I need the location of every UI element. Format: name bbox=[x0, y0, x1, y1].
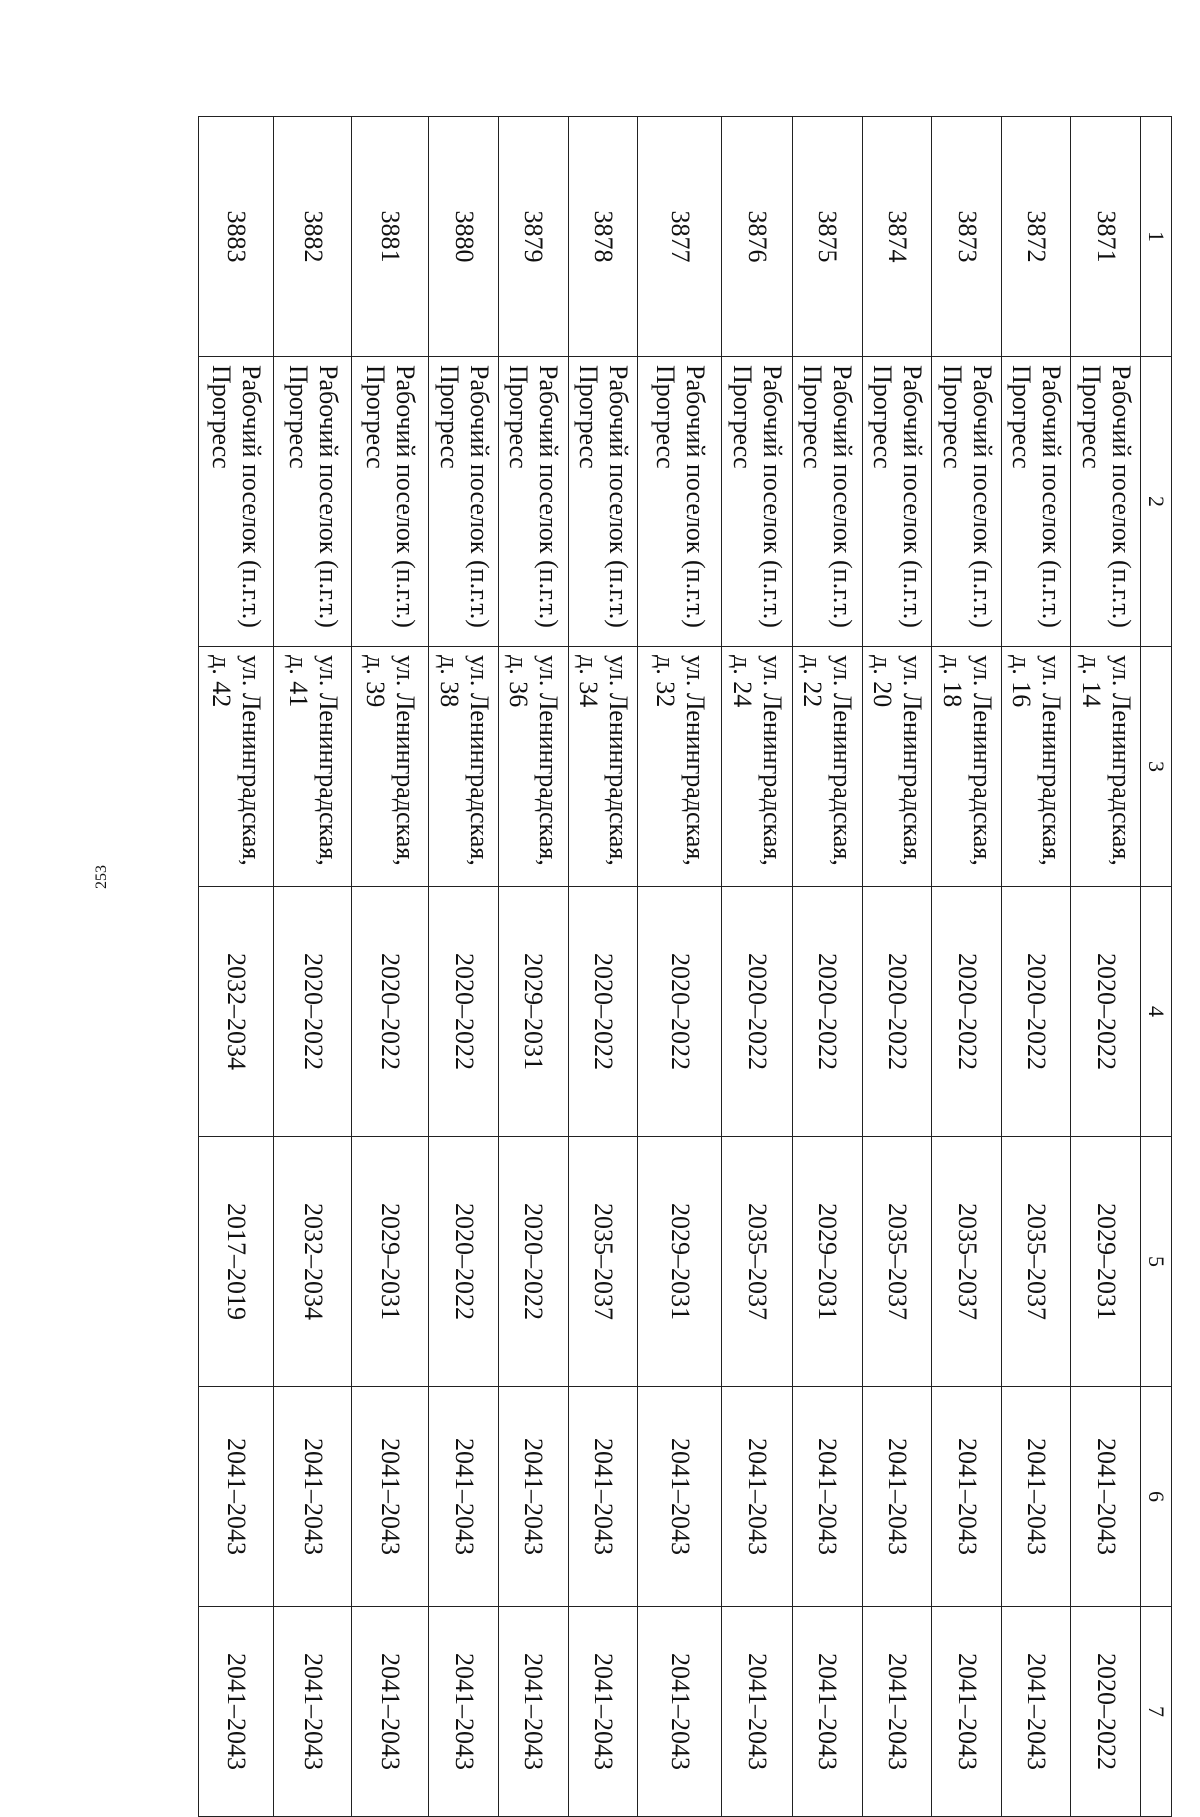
table-row bbox=[1071, 117, 1141, 1817]
address-cell: ул. Ленинградская, д. 22 bbox=[793, 647, 863, 887]
page-number: 253 bbox=[93, 865, 110, 889]
row-number: 3883 bbox=[199, 117, 274, 357]
row-number: 3881 bbox=[351, 117, 429, 357]
period-col7-cell: 2041–2043 bbox=[274, 1607, 352, 1817]
period-col5-cell: 2035–2037 bbox=[862, 1137, 932, 1387]
period-col4-cell: 2020–2022 bbox=[274, 887, 352, 1137]
row-number: 3877 bbox=[638, 117, 722, 357]
period-col4-cell: 2020–2022 bbox=[351, 887, 429, 1137]
settlement-cell: Рабочий поселок (п.г.т.) Прогресс bbox=[199, 357, 274, 647]
address-cell: ул. Ленинградская, д. 18 bbox=[932, 647, 1002, 887]
address-cell: ул. Ленинградская, д. 14 bbox=[1071, 647, 1141, 887]
address-cell: ул. Ленинградская, д. 42 bbox=[199, 647, 274, 887]
settlement-cell: Рабочий поселок (п.г.т.) Прогресс bbox=[638, 357, 722, 647]
period-col7-cell: 2041–2043 bbox=[932, 1607, 1002, 1817]
column-header-7: 7 bbox=[1141, 1607, 1172, 1817]
period-col7-cell: 2041–2043 bbox=[351, 1607, 429, 1817]
row-number: 3872 bbox=[1001, 117, 1071, 357]
table-row bbox=[199, 117, 274, 1817]
period-col5-cell: 2035–2037 bbox=[1001, 1137, 1071, 1387]
period-col4-cell: 2020–2022 bbox=[568, 887, 638, 1137]
period-col7-cell: 2041–2043 bbox=[498, 1607, 568, 1817]
settlement-cell: Рабочий поселок (п.г.т.) Прогресс bbox=[429, 357, 499, 647]
settlement-cell: Рабочий поселок (п.г.т.) Прогресс bbox=[498, 357, 568, 647]
table-row bbox=[274, 117, 352, 1817]
column-header-2: 2 bbox=[1141, 357, 1172, 647]
row-number: 3880 bbox=[429, 117, 499, 357]
settlement-cell: Рабочий поселок (п.г.т.) Прогресс bbox=[932, 357, 1002, 647]
column-header-4: 4 bbox=[1141, 887, 1172, 1137]
address-cell: ул. Ленинградская, д. 20 bbox=[862, 647, 932, 887]
address-cell: ул. Ленинградская, д. 16 bbox=[1001, 647, 1071, 887]
period-col7-cell: 2041–2043 bbox=[638, 1607, 722, 1817]
table-row bbox=[932, 117, 1002, 1817]
period-col4-cell: 2020–2022 bbox=[793, 887, 863, 1137]
period-col6-cell: 2041–2043 bbox=[199, 1387, 274, 1607]
period-col6-cell: 2041–2043 bbox=[1001, 1387, 1071, 1607]
rotated-table-wrapper bbox=[198, 116, 1172, 1770]
address-cell: ул. Ленинградская, д. 41 bbox=[274, 647, 352, 887]
period-col7-cell: 2041–2043 bbox=[568, 1607, 638, 1817]
row-number: 3876 bbox=[722, 117, 793, 357]
period-col5-cell: 2020–2022 bbox=[429, 1137, 499, 1387]
row-number: 3875 bbox=[793, 117, 863, 357]
address-cell: ул. Ленинградская, д. 38 bbox=[429, 647, 499, 887]
table-row bbox=[793, 117, 863, 1817]
column-header-5: 5 bbox=[1141, 1137, 1172, 1387]
period-col5-cell: 2020–2022 bbox=[498, 1137, 568, 1387]
settlement-cell: Рабочий поселок (п.г.т.) Прогресс bbox=[351, 357, 429, 647]
period-col4-cell: 2020–2022 bbox=[862, 887, 932, 1137]
period-col6-cell: 2041–2043 bbox=[568, 1387, 638, 1607]
period-col5-cell: 2035–2037 bbox=[568, 1137, 638, 1387]
table-row bbox=[722, 117, 793, 1817]
table-row bbox=[429, 117, 499, 1817]
period-col4-cell: 2020–2022 bbox=[1071, 887, 1141, 1137]
settlement-cell: Рабочий поселок (п.г.т.) Прогресс bbox=[793, 357, 863, 647]
column-header-1: 1 bbox=[1141, 117, 1172, 357]
table-row bbox=[1001, 117, 1071, 1817]
period-col5-cell: 2035–2037 bbox=[932, 1137, 1002, 1387]
period-col6-cell: 2041–2043 bbox=[1071, 1387, 1141, 1607]
period-col7-cell: 2041–2043 bbox=[429, 1607, 499, 1817]
table-row bbox=[498, 117, 568, 1817]
row-number: 3871 bbox=[1071, 117, 1141, 357]
address-cell: ул. Ленинградская, д. 32 bbox=[638, 647, 722, 887]
settlement-cell: Рабочий поселок (п.г.т.) Прогресс bbox=[1071, 357, 1141, 647]
row-number: 3879 bbox=[498, 117, 568, 357]
period-col6-cell: 2041–2043 bbox=[793, 1387, 863, 1607]
table-row bbox=[568, 117, 638, 1817]
period-col6-cell: 2041–2043 bbox=[638, 1387, 722, 1607]
period-col5-cell: 2032–2034 bbox=[274, 1137, 352, 1387]
settlement-cell: Рабочий поселок (п.г.т.) Прогресс bbox=[1001, 357, 1071, 647]
period-col4-cell: 2029–2031 bbox=[498, 887, 568, 1137]
period-col6-cell: 2041–2043 bbox=[274, 1387, 352, 1607]
column-header-6: 6 bbox=[1141, 1387, 1172, 1607]
address-cell: ул. Ленинградская, д. 39 bbox=[351, 647, 429, 887]
period-col5-cell: 2017–2019 bbox=[199, 1137, 274, 1387]
period-col4-cell: 2020–2022 bbox=[722, 887, 793, 1137]
settlement-cell: Рабочий поселок (п.г.т.) Прогресс bbox=[568, 357, 638, 647]
table-row bbox=[638, 117, 722, 1817]
period-col7-cell: 2041–2043 bbox=[722, 1607, 793, 1817]
period-col4-cell: 2032–2034 bbox=[199, 887, 274, 1137]
period-col7-cell: 2041–2043 bbox=[1001, 1607, 1071, 1817]
period-col6-cell: 2041–2043 bbox=[498, 1387, 568, 1607]
period-col5-cell: 2029–2031 bbox=[793, 1137, 863, 1387]
period-col7-cell: 2041–2043 bbox=[199, 1607, 274, 1817]
period-col6-cell: 2041–2043 bbox=[862, 1387, 932, 1607]
period-col5-cell: 2029–2031 bbox=[638, 1137, 722, 1387]
period-col6-cell: 2041–2043 bbox=[429, 1387, 499, 1607]
period-col6-cell: 2041–2043 bbox=[932, 1387, 1002, 1607]
period-col4-cell: 2020–2022 bbox=[429, 887, 499, 1137]
column-header-3: 3 bbox=[1141, 647, 1172, 887]
period-col4-cell: 2020–2022 bbox=[638, 887, 722, 1137]
period-col5-cell: 2029–2031 bbox=[1071, 1137, 1141, 1387]
period-col4-cell: 2020–2022 bbox=[932, 887, 1002, 1137]
settlement-cell: Рабочий поселок (п.г.т.) Прогресс bbox=[722, 357, 793, 647]
row-number: 3873 bbox=[932, 117, 1002, 357]
period-col5-cell: 2029–2031 bbox=[351, 1137, 429, 1387]
address-cell: ул. Ленинградская, д. 36 bbox=[498, 647, 568, 887]
row-number: 3874 bbox=[862, 117, 932, 357]
period-col7-cell: 2041–2043 bbox=[793, 1607, 863, 1817]
table-row bbox=[862, 117, 932, 1817]
period-col7-cell: 2020–2022 bbox=[1071, 1607, 1141, 1817]
settlement-cell: Рабочий поселок (п.г.т.) Прогресс bbox=[274, 357, 352, 647]
period-col6-cell: 2041–2043 bbox=[351, 1387, 429, 1607]
table-row bbox=[351, 117, 429, 1817]
row-number: 3878 bbox=[568, 117, 638, 357]
address-cell: ул. Ленинградская, д. 34 bbox=[568, 647, 638, 887]
settlement-cell: Рабочий поселок (п.г.т.) Прогресс bbox=[862, 357, 932, 647]
housing-schedule-table bbox=[198, 116, 1172, 1817]
address-cell: ул. Ленинградская, д. 24 bbox=[722, 647, 793, 887]
period-col7-cell: 2041–2043 bbox=[862, 1607, 932, 1817]
period-col5-cell: 2035–2037 bbox=[722, 1137, 793, 1387]
period-col4-cell: 2020–2022 bbox=[1001, 887, 1071, 1137]
row-number: 3882 bbox=[274, 117, 352, 357]
period-col6-cell: 2041–2043 bbox=[722, 1387, 793, 1607]
